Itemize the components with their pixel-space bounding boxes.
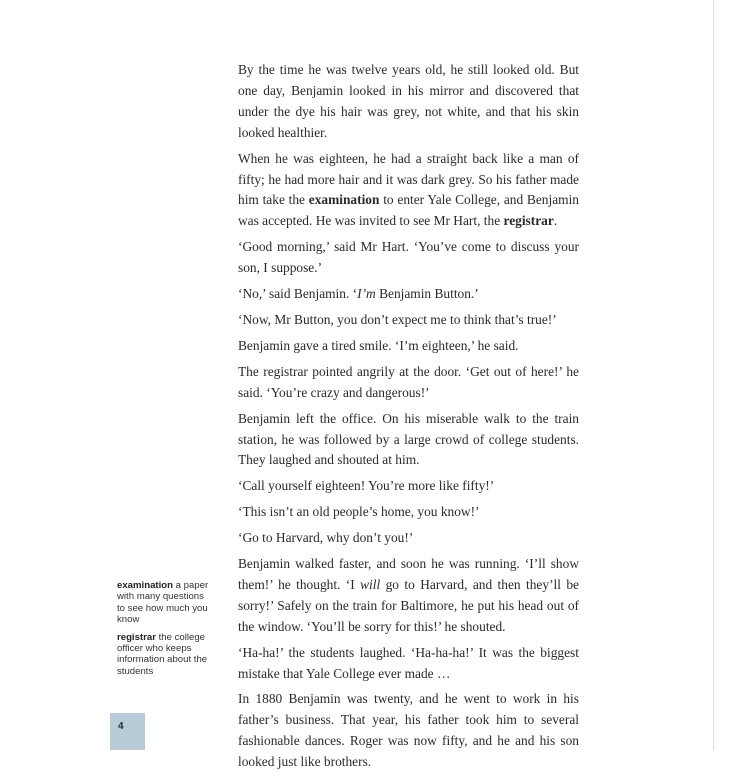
glossary-word-registrar: registrar (503, 213, 554, 229)
paragraph-text: ‘Go to Harvard, why don’t you!’ (238, 530, 414, 546)
paragraph-text: . (553, 213, 558, 229)
paragraph (238, 237, 579, 279)
paragraph (238, 310, 579, 331)
paragraph (238, 643, 579, 685)
glossary-word-examination: examination (308, 192, 380, 208)
paragraph-text: In 1880 Benjamin was twenty, and he went to work in his father’s business. That year, his father took him to several fashionable dances. Roger was now fifty, and he and his son looked just like brothers. (238, 691, 579, 770)
page-number: 4 (118, 721, 124, 732)
glossary-entry (117, 632, 212, 678)
paragraph-text: go to Harvard, and then they’ll be sorry!’ Safely on the train for Baltimore, he put his head out of the window. ‘You’ll be sorry for this!’ he shouted. (238, 576, 580, 634)
paragraph-text: ‘No,’ said Benjamin. ‘ (238, 286, 358, 302)
paragraph-text: Benjamin gave a tired smile. ‘I’m eighteen,’ he said. (238, 337, 519, 353)
paragraph-text: By the time he was twelve years old, he still looked old. But one day, Benjamin looked in his mirror and discovered that under the dye his hair was grey, not white, and that his skin looked healthier. (238, 62, 579, 140)
paragraph (238, 689, 579, 773)
paragraph-text: ‘Call yourself eighteen! You’re more like fifty!’ (238, 478, 495, 494)
italic-emphasis: I’m (357, 286, 376, 302)
glossary-definition: a paper with many questions to see how much you know (117, 580, 209, 626)
glossary-definition: the college officer who keeps information about the students (117, 631, 208, 677)
glossary-sidebar (117, 580, 212, 683)
paragraph-text: ‘Now, Mr Button, you don’t expect me to think that’s true!’ (238, 311, 557, 327)
page-edge-line (713, 0, 714, 750)
paragraph (238, 362, 579, 404)
paragraph (238, 528, 579, 549)
paragraph-text: ‘Ha-ha!’ the students laughed. ‘Ha-ha-ha!’ It was the biggest mistake that Yale College ever made … (238, 644, 579, 681)
paragraph (238, 60, 579, 144)
paragraph-text: Benjamin left the office. On his miserable walk to the train station, he was followed by a large crowd of college students. They laughed and shouted at him. (238, 410, 579, 468)
paragraph (238, 476, 579, 497)
paragraph (238, 284, 579, 305)
page-number-tab (110, 713, 145, 750)
paragraph-text: The registrar pointed angrily at the door. ‘Get out of here!’ he said. ‘You’re crazy and dangerous!’ (238, 363, 579, 400)
paragraph-text: ‘This isn’t an old people’s home, you know!’ (238, 504, 480, 520)
paragraph-text: ‘Good morning,’ said Mr Hart. ‘You’ve come to discuss your son, I suppose.’ (238, 239, 579, 276)
glossary-entry (117, 580, 212, 626)
story-text (238, 60, 579, 778)
paragraph (238, 502, 579, 523)
paragraph (238, 409, 579, 472)
glossary-term: registrar (117, 631, 156, 643)
paragraph (238, 336, 579, 357)
paragraph (238, 149, 579, 233)
paragraph (238, 554, 579, 638)
paragraph-text: Benjamin Button.’ (375, 286, 479, 302)
paragraph-text: to enter Yale College, and Benjamin was accepted. He was invited to see Mr Hart, the (238, 192, 579, 229)
italic-emphasis: will (360, 576, 381, 592)
glossary-term: examination (117, 580, 173, 591)
paragraph-text: Benjamin walked faster, and soon he was running. ‘I’ll show them!’ he thought. ‘I (238, 556, 579, 592)
paragraph-text: When he was eighteen, he had a straight back like a man of fifty; he had more hair and it was dark grey. So his father made him take the (238, 150, 579, 208)
